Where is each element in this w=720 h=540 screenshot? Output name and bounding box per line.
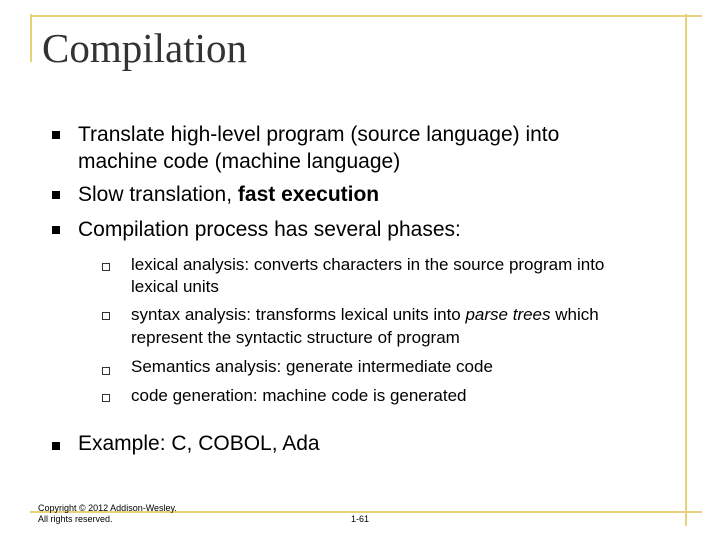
sub-bullet-2-line-2: represent the syntactic structure of program <box>131 328 460 347</box>
sub-bullet-2-line-1 <box>131 303 599 327</box>
sub-bullet-2-italic: parse trees <box>465 305 551 324</box>
bullet-marker <box>52 442 60 450</box>
frame-top-line <box>30 15 702 17</box>
bullet-2-bold: fast execution <box>237 183 380 206</box>
sub-bullet-marker <box>102 312 110 320</box>
bullet-marker <box>52 191 60 199</box>
sub-bullet-2-pre: syntax analysis: transforms lexical units into <box>131 305 466 324</box>
sub-bullet-1-line-2: lexical units <box>131 277 219 296</box>
bullet-1-line-1: Translate high-level program (source language) into <box>78 123 560 146</box>
sub-bullet-marker <box>102 394 110 402</box>
sub-bullet-1-line-1: lexical analysis: converts characters in the source program into <box>131 255 605 274</box>
bullet-3: Compilation process has several phases: <box>78 218 461 241</box>
bullet-marker <box>52 131 60 139</box>
frame-left-line <box>30 14 32 62</box>
bullet-marker <box>52 226 60 234</box>
sub-bullet-marker <box>102 263 110 271</box>
bullet-1-line-2: machine code (machine language) <box>78 150 401 173</box>
bullet-4: Example: C, COBOL, Ada <box>78 432 320 455</box>
copyright-line-2: All rights reserved. <box>38 514 113 524</box>
sub-bullet-2-post: which <box>550 305 599 324</box>
sub-bullet-4: code generation: machine code is generated <box>131 386 467 405</box>
sub-bullet-marker <box>102 367 110 375</box>
slide-title: Compilation <box>42 25 247 71</box>
copyright-line-1: Copyright © 2012 Addison-Wesley. <box>38 503 177 513</box>
bullet-2 <box>78 183 379 207</box>
bullet-2-normal: Slow translation, <box>78 183 238 206</box>
frame-right-line <box>685 14 687 526</box>
page-number: 1-61 <box>351 514 370 524</box>
sub-bullet-3: Semantics analysis: generate intermediate code <box>131 357 493 376</box>
